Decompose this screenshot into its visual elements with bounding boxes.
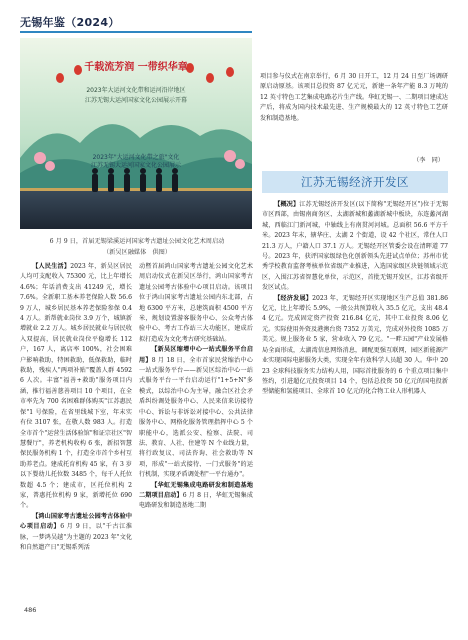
photo-foot-line2: 江苏无锡大运河国家文化公园展示 xyxy=(90,162,182,169)
right-p1-head: 【概况】 xyxy=(274,201,300,208)
right-p2-head: 【经济发展】 xyxy=(274,294,313,302)
mid-p2-body: 8 月 18 日，全市首家民营缩治中心一站式服务平台——新吴区综治中心一站式服务平台一平台启动运行"1+5+N"多模式，以综治中心为主导，融合区社会矛盾纠纷调处服务中心、人民来信来访接待中心、诉讼与非诉讼对接中心、公共法律服务中心、网格化服务管理指挥中心 5 个职能中心，选派公安、检察、法院、司法、教育、人社、住建等 N 个业线力量，将行政复议、司法咨询、社会救助等 N 项，形成"一站式接待、一门式服务"的运行机制，实现矛盾调处程"一平台通办"。 xyxy=(139,356,253,479)
right-p1-body: 江苏无锡经济开发区(以下简称"无锡经开区")位于无锡市区西部，由锡南商务区、太湖新城和蠡湖新城中板块，东连蠡河湖城，西临江门新河城，中轴线上有南贯河河城。总面积 56.6 平方千米。2023 年末，辖华庄、太湖 2 个街道，设 42 个社区，常住人口 21.3 万人，户籍人口 37.1 万人。无锡经开区管委会设在清晖道 77 号。2023 年，获评国家级绿色化创新领头先进试点单位；苏州市优秀学校教育监督考核单位省级产业推进，入选国家级区块链领域示范区，入围江苏省智慧化单位，示范区，首批无锡开发区，江苏省级开发区试点。 xyxy=(262,201,448,292)
left-column xyxy=(20,262,132,602)
right-top-text xyxy=(260,72,448,150)
right-column xyxy=(262,200,448,602)
photo-banner-line3: 江苏无锡大运河国家文化公园展示开幕 xyxy=(84,97,188,104)
header-title: 无锡年鉴（2024） xyxy=(20,16,120,29)
mid-p1-body: 动暨首届鸿山国家考古遗址公园文化艺术周启动仪式在新吴区举行，鸿山国家考古遗址公园考古体验中心项目启动。该项目位于鸿山国家考古遗址公园内东北部，占地 6300 平方米，总建筑面积 4500 平方米，规划设置游客服务中心、公众考古体验中心、考古工作站三大功能区，建成后拟打造成为文化考古研究基础站。 xyxy=(139,263,253,343)
header-rule xyxy=(20,31,252,33)
right-top-paragraph: 项目参与仪式在南京举行，6 月 30 日开工，12 月 24 日至厂场调研原启动原基。该项目总投资 87 亿元元，新建一条年产能 8.3 万吨的 12 英寸特色工艺集成电路芯片生产线。华虹无锡一、二期项目建成达产后，将成为国内技术最先进、生产规模最大的 12 英寸特色工艺研发和制造基地。 xyxy=(260,73,448,122)
caption-line1: 6 月 9 日，首届无锡梁溪运河国家考古遗址公园文化艺术周启动 xyxy=(49,238,225,245)
right-p2-body: 2023 年，无锡经开区实现地区生产总值 381.86 亿元，比上年增长 5.9%，一般公共预算收入 35.5 亿元，支出 48.44 亿元。完成固定资产投资 216.84 亿元，其中工业投资 8.06 亿元。实际使用外资及港澳台资 7352 万美元，完成对外投资 1085 万美元。规上服务业 5 家，营业收入 79 亿元。"一畔五园"产业发展格局全面形成，太湖湾信息网络消息，调配更强互联网，园区新能源产业实现国际电影服务大类，实现全年有效科学人员超 30 人。华中 2023 全球科技服务实力结构人用，国际首批服务的 6 个重点项目集中签约，引进超亿元投资项目 14 个，包括总投资 50 亿元的国电投新型储能和氢能项目、全球首 10 亿元的化合物工业人形机器人 xyxy=(262,294,448,396)
section-heading: 江苏无锡经济开发区 xyxy=(301,175,409,189)
middle-column xyxy=(139,262,253,602)
left-p2-body: 6 月 9 日，以"千古江淮脉，一梦鸿吴越"为主题的 2023 年"文化和自然遗产日"无锡系列活 xyxy=(20,523,132,551)
photo-banner-line2: 2023年大运河文化带和运河沿岸地区 xyxy=(86,87,186,94)
page-number: 486 xyxy=(24,606,37,614)
left-p2-head: 【鸿山国家考古遗址公园考古体验中心项目启动】 xyxy=(20,512,132,531)
section-heading-bar xyxy=(262,171,448,193)
caption-line2: （新吴区融媒体 供图） xyxy=(102,249,172,256)
right-top-author: （李 同） xyxy=(413,157,444,164)
mid-p3-body: 6 月 8 日，华虹无锡集成电路研发和制造基地二期 xyxy=(139,491,253,510)
mid-p2-head: 【新吴区缩增中心一站式服务平台启用】 xyxy=(139,346,253,364)
event-photo xyxy=(20,38,252,229)
photo-caption xyxy=(24,236,250,258)
photo-banner-line1: 千载流芳润 一带织华章 xyxy=(84,62,188,73)
left-p1-head: 【人民生活】 xyxy=(32,263,71,270)
mid-p3-head: 【华虹无锡集成电路研发和制造基地二期项目启动】 xyxy=(139,481,253,499)
photo-foot-line1: 2023年"大运河文化带之旅"文化 xyxy=(92,154,180,161)
left-p1-body: 2023 年，新吴区居民人均可支配收入 75300 元，比上年增长 4.6%；年话消费支出 41249 元，增长 7.6%。全新职工基本养老保险人数 56.69 万人，城乡居民基本养老保险参保 0.44 万人。新帮就业岗位 3.9 万个，城镇新增就业 2.2 万人。城乡居民就业与居民收入双提高，居民就业岗位平稳增长 112 户，167 人，离店率 100%，社会困难户影响救助，特困救助，低保救助，临时救助，残疾人"两项补贴"覆盖人群 45926 人次。丰富"福善+救助"服务项目内涵，推行福善慈善项目 10 个项目，在全市率先为 700 名困难群体购买"江苏惠民保"1 号保险，在省里线城下室，年末实有位 3107 张，在敬人数 983 人。打造全市首个"运营生活体验馆"和证宗社区"智慧餐厅"，养老机构收构 6 张，新招智慧保民服务机构 1 个，打造全市首个乡村互助养老点。建成托育机构 45 家，有 3 岁以下婴幼儿托位数 3485 个，每千人托位数超 4.5 个；建成市，区托位机构 2 家，普惠托位机构 9 家，新增托位 690 个。 xyxy=(20,263,132,510)
